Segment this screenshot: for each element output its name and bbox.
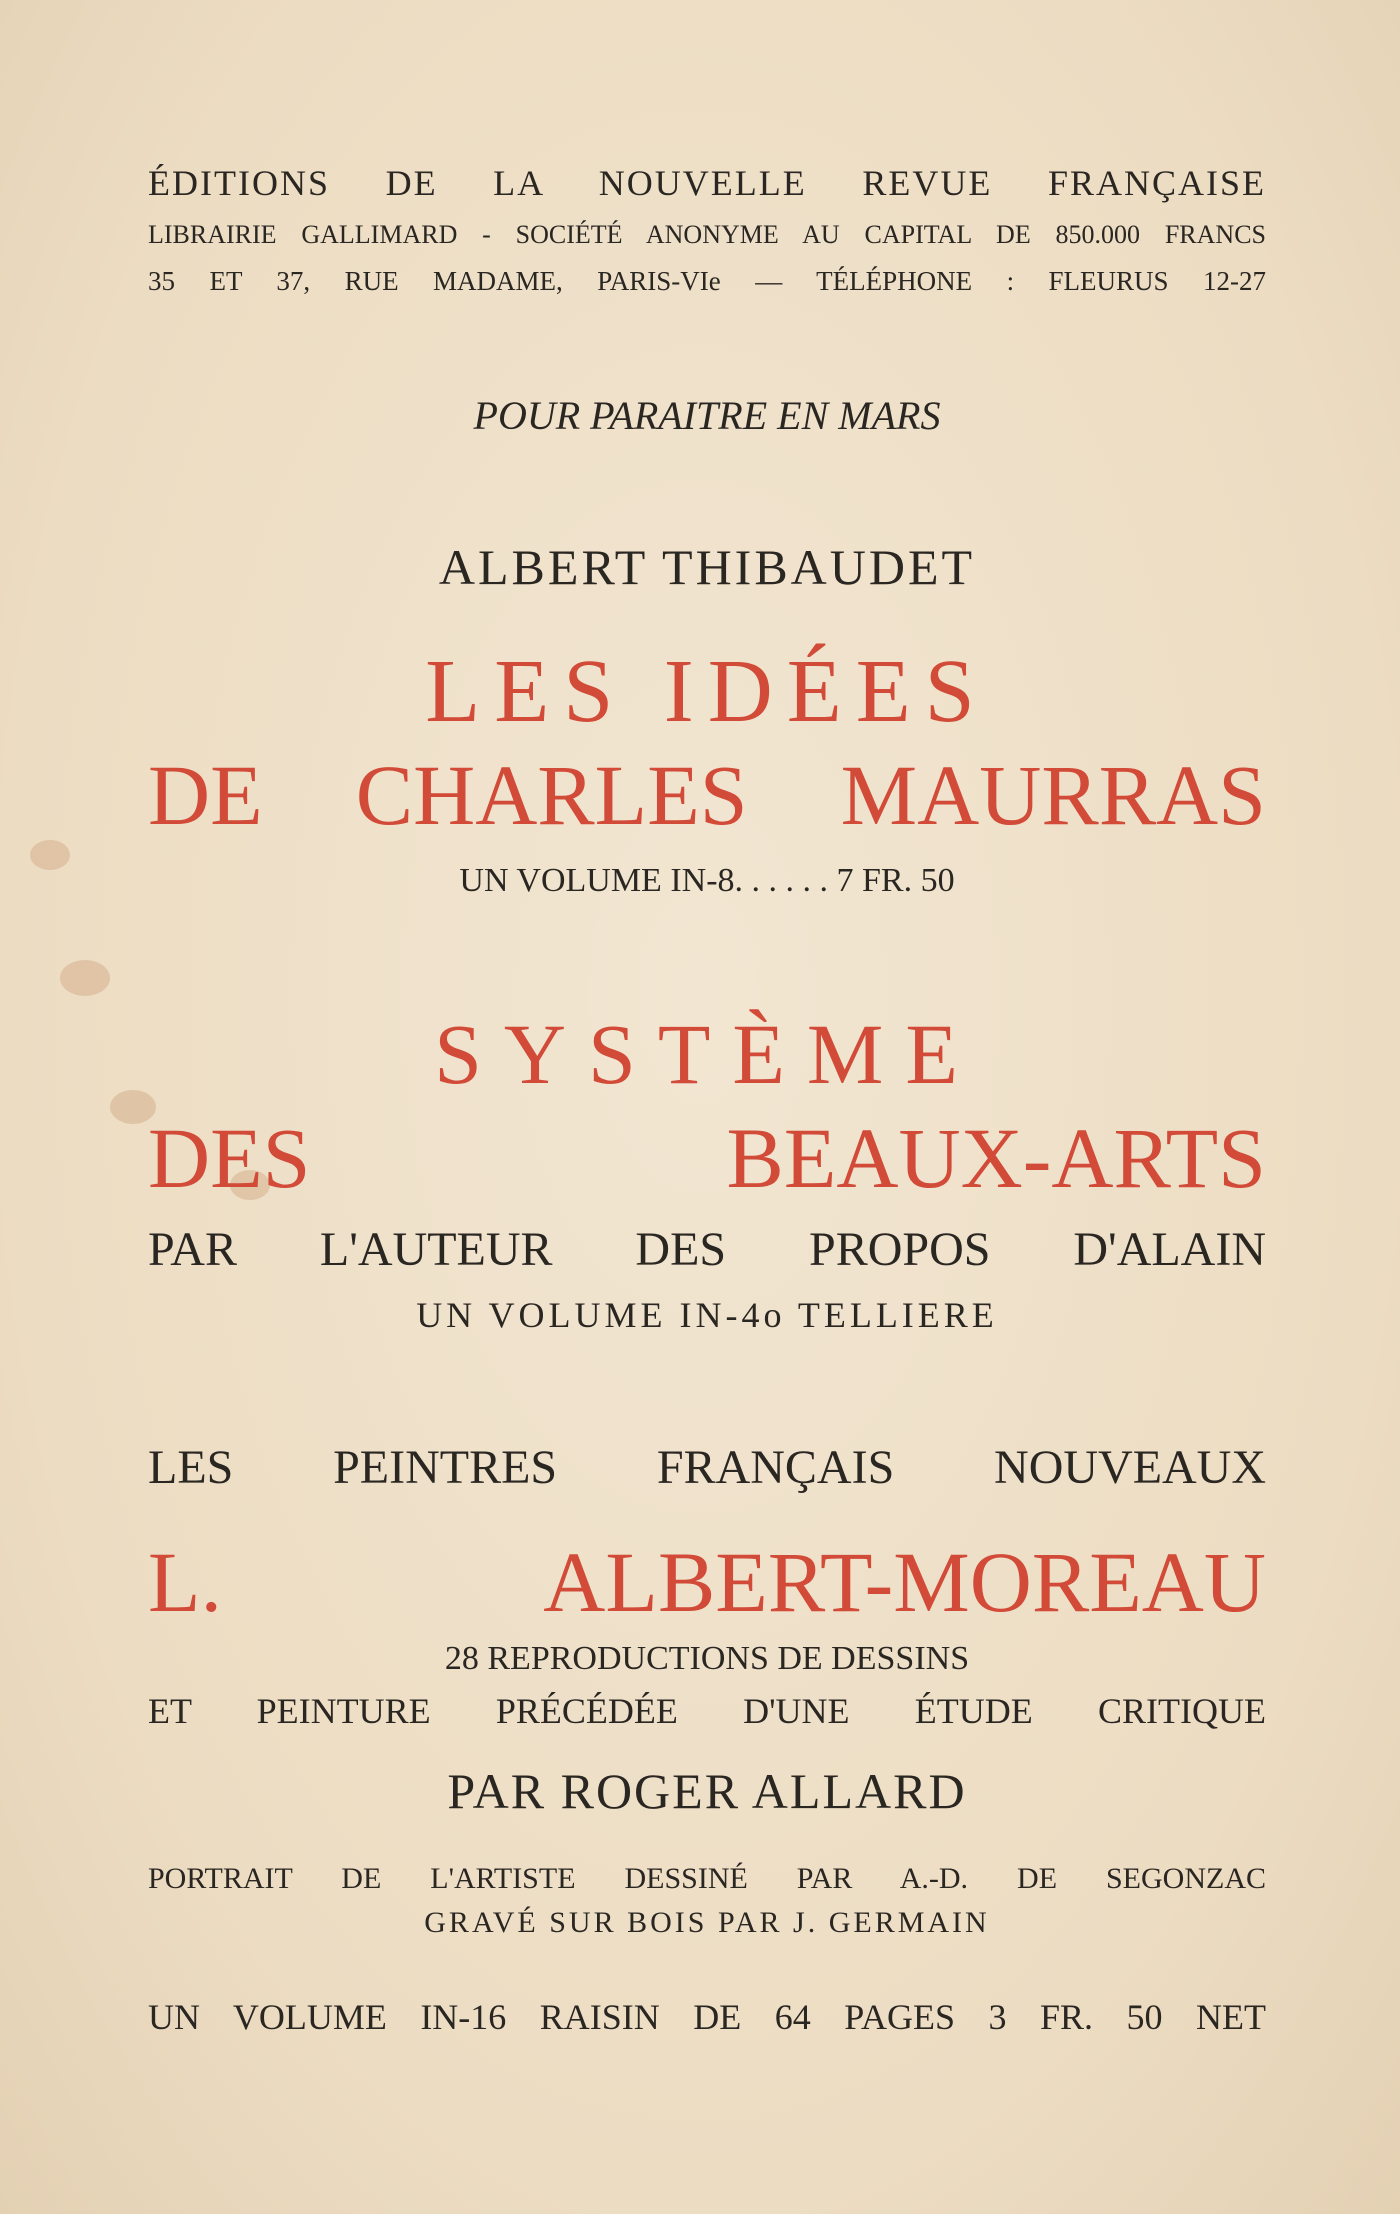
book3-desc-line1: 28 REPRODUCTIONS DE DESSINS — [444, 1640, 970, 1677]
book3-series: LES PEINTRES FRANÇAIS NOUVEAUX — [148, 1441, 1266, 1494]
publisher-address: 35 ET 37, RUE MADAME, PARIS-VIe — TÉLÉPHONE : FLEURUS 12-27 — [148, 266, 1266, 296]
book2-title-line1: SYSTÈME — [434, 1006, 980, 1102]
book3-title: L. ALBERT-MOREAU — [148, 1534, 1266, 1630]
book3-desc-line2: ET PEINTURE PRÉCÉDÉE D'UNE ÉTUDE CRITIQUE — [148, 1691, 1266, 1731]
book1-author: ALBERT THIBAUDET — [438, 539, 976, 595]
book3-portrait-line1: PORTRAIT DE L'ARTISTE DESSINÉ PAR A.-D. DE SEGONZAC — [148, 1862, 1266, 1895]
book2-format: UN VOLUME IN-4o TELLIERE — [416, 1295, 998, 1335]
paper-stain — [30, 840, 70, 870]
book2-title-line2: DES BEAUX-ARTS — [148, 1110, 1266, 1206]
book1-title-line2: DE CHARLES MAURRAS — [148, 747, 1266, 843]
announcement: POUR PARAITRE EN MARS — [473, 393, 941, 438]
publisher-name: ÉDITIONS DE LA NOUVELLE REVUE FRANÇAISE — [148, 163, 1266, 203]
book3-portrait-line2: GRAVÉ SUR BOIS PAR J. GERMAIN — [424, 1906, 990, 1939]
book3-author: PAR ROGER ALLARD — [447, 1763, 967, 1819]
paper-stain — [60, 960, 110, 996]
publisher-company: LIBRAIRIE GALLIMARD - SOCIÉTÉ ANONYME AU CAPITAL DE 850.000 FRANCS — [148, 220, 1266, 249]
book1-format: UN VOLUME IN-8. . . . . . 7 FR. 50 — [459, 862, 955, 899]
book2-author: PAR L'AUTEUR DES PROPOS D'ALAIN — [148, 1223, 1266, 1276]
book1-title-line1: LES IDÉES — [425, 642, 989, 741]
book3-format: UN VOLUME IN-16 RAISIN DE 64 PAGES 3 FR. 50 NET — [148, 1997, 1266, 2037]
